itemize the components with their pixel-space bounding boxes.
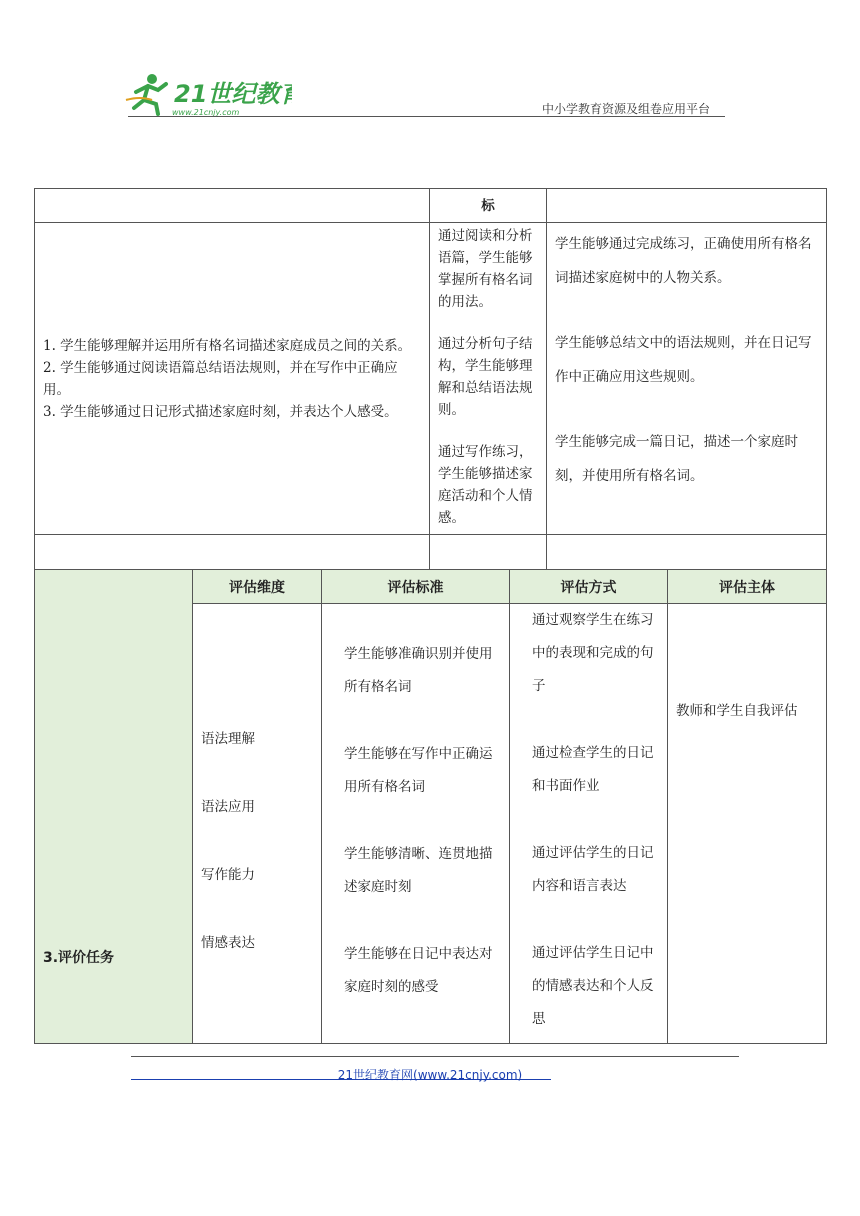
- method-item: 通过写作练习，学生能够描述家庭活动和个人情感。: [438, 444, 533, 526]
- footer-link-underline: [131, 1079, 551, 1080]
- task-label: 3.评价任务: [43, 949, 115, 966]
- method-item: 通过阅读和分析语篇，学生能够掌握所有格名词的用法。: [438, 228, 533, 310]
- objectives-cell: [35, 223, 430, 535]
- dimension-item: 语法应用: [201, 799, 255, 815]
- header-criteria: 评估标准: [322, 570, 510, 604]
- evaluation-table: [34, 569, 827, 1044]
- footer-link[interactable]: 21世纪教育网(www.21cnjy.com): [337, 1068, 523, 1082]
- criteria-item: 学生能够在写作中正确运用所有格名词: [344, 746, 493, 795]
- t1-header-empty: [35, 189, 430, 223]
- dimension-item: 写作能力: [201, 867, 255, 883]
- outcome-item: 学生能够总结文中的语法规则，并在日记写作中正确应用这些规则。: [555, 335, 812, 385]
- method-item: 通过评估学生日记中的情感表达和个人反思: [532, 945, 654, 1027]
- objective-item: 3. 学生能够通过日记形式描述家庭时刻，并表达个人感受。: [43, 403, 398, 420]
- dimension-item: 情感表达: [201, 935, 255, 951]
- method-cell: [510, 604, 668, 1044]
- outcome-item: 学生能够完成一篇日记，描述一个家庭时刻，并使用所有格名词。: [555, 434, 798, 484]
- platform-name: 中小学教育资源及组卷应用平台: [542, 102, 711, 116]
- header-dimension: 评估维度: [193, 570, 322, 604]
- footer-divider: [131, 1056, 739, 1057]
- method-item: 通过观察学生在练习中的表现和完成的句子: [532, 612, 654, 694]
- t1-empty-cell: [547, 535, 827, 570]
- methods-cell: [430, 223, 547, 535]
- outcome-item: 学生能够通过完成练习，正确使用所有格名词描述家庭树中的人物关系。: [555, 236, 812, 286]
- criteria-item: 学生能够在日记中表达对家庭时刻的感受: [344, 946, 493, 995]
- subject-cell: [668, 604, 827, 1044]
- criteria-cell: [322, 604, 510, 1044]
- header-divider: [128, 116, 725, 117]
- t1-empty-cell: [35, 535, 430, 570]
- header-subject: 评估主体: [668, 570, 827, 604]
- t1-header-empty-2: [547, 189, 827, 223]
- dimension-cell: [193, 604, 322, 1044]
- objectives-table: [34, 188, 827, 570]
- subject-text: 教师和学生自我评估: [676, 702, 798, 719]
- t1-header-standard: 标: [430, 189, 547, 223]
- header-method: 评估方式: [510, 570, 668, 604]
- method-item: 通过评估学生的日记内容和语言表达: [532, 845, 654, 894]
- logo-url: www.21cnjy.com: [172, 108, 240, 117]
- outcomes-cell: [547, 223, 827, 535]
- criteria-item: 学生能够清晰、连贯地描述家庭时刻: [344, 846, 493, 895]
- method-item: 通过分析句子结构，学生能够理解和总结语法规则。: [438, 336, 533, 418]
- task-label-cell: [35, 570, 193, 1044]
- dimension-item: 语法理解: [201, 731, 255, 747]
- method-item: 通过检查学生的日记和书面作业: [532, 745, 654, 794]
- runner-icon: [126, 74, 166, 114]
- objective-item: 2. 学生能够通过阅读语篇总结语法规则，并在写作中正确应用。: [43, 359, 398, 398]
- logo-text: 21世纪教育: [174, 80, 292, 108]
- site-logo: [122, 70, 292, 120]
- t1-empty-cell: [430, 535, 547, 570]
- objective-item: 1. 学生能够理解并运用所有格名词描述家庭成员之间的关系。: [43, 337, 412, 354]
- criteria-item: 学生能够准确识别并使用所有格名词: [344, 646, 493, 695]
